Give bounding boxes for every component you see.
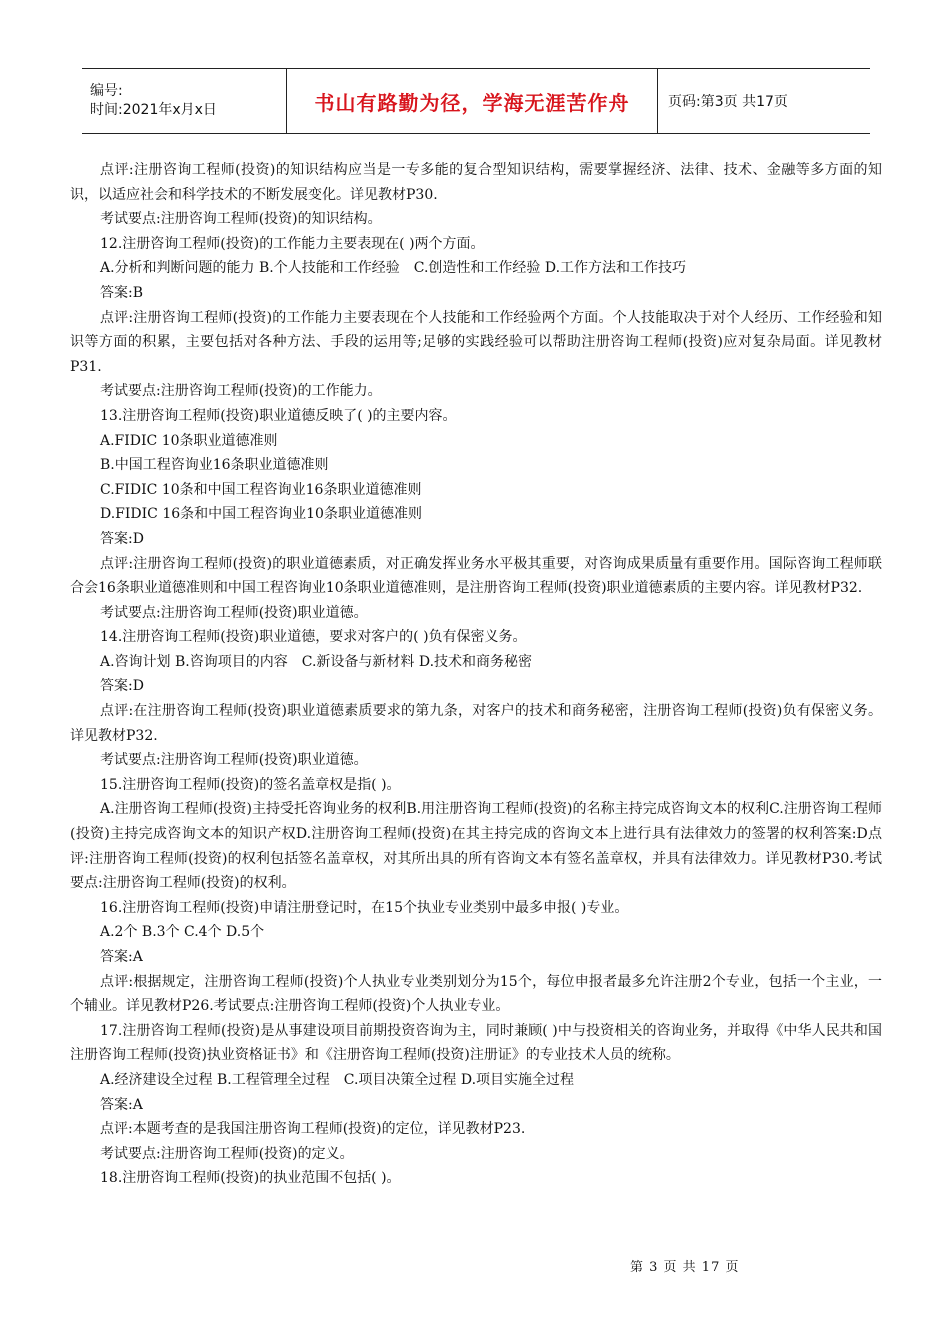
- question-option: D.FIDIC 16条和中国工程咨询业10条职业道德准则: [100, 506, 422, 523]
- question-17: 17.注册咨询工程师(投资)是从事建设项目前期投资咨询为主，同时兼顾( )中与投资相关的咨询业务，并取得《中华人民共和国注册咨询工程师(投资)执业资格证书》和《注册咨询工程师(投资)注册证》的专业技术人员的统称。: [70, 1022, 882, 1064]
- body-paragraph: 点评:根据规定，注册咨询工程师(投资)个人执业专业类别划分为15个，每位申报者最多允许注册2个专业，包括一个主业，一个辅业。详见教材P26.考试要点:注册咨询工程师(投资)个人执业专业。: [70, 973, 882, 1015]
- document-time-label: 时间:2021年x月x日: [90, 102, 217, 118]
- body-paragraph: A.注册咨询工程师(投资)主持受托咨询业务的权利B.用注册咨询工程师(投资)的名称主持完成咨询文本的权利C.注册咨询工程师(投资)主持完成咨询文本的知识产权D.注册咨询工程师(投资)在其主持完成的咨询文本上进行具有法律效力的签署的权利答案:D点评:注册咨询工程师(投资)的权利包括签名盖章权，对其所出具的所有咨询文本有签名盖章权，并具有法律效力。详见教材P30.考试要点:注册咨询工程师(投资)的权利。: [70, 801, 882, 892]
- body-paragraph: 考试要点:注册咨询工程师(投资)职业道德。: [100, 604, 368, 621]
- header-meta: [82, 69, 286, 133]
- question-options: A.2个 B.3个 C.4个 D.5个: [100, 924, 265, 941]
- question-14: 14.注册咨询工程师(投资)职业道德，要求对客户的( )负有保密义务。: [100, 629, 527, 646]
- body-paragraph: 点评:注册咨询工程师(投资)的知识结构应当是一专多能的复合型知识结构，需要掌握经济、法律、技术、金融等多方面的知识，以适应社会和科学技术的不断发展变化。详见教材P30.: [70, 162, 882, 203]
- page-header: [82, 68, 870, 134]
- body-paragraph: 点评:在注册咨询工程师(投资)职业道德素质要求的第九条，对客户的技术和商务秘密，注册咨询工程师(投资)负有保密义务。详见教材P32.: [70, 703, 882, 744]
- header-page-number: 页码:第3页 共17页: [668, 94, 788, 110]
- body-paragraph: 考试要点:注册咨询工程师(投资)的定义。: [100, 1145, 354, 1162]
- answer-line: 答案:D: [100, 530, 144, 547]
- answer-line: 答案:A: [100, 1096, 143, 1113]
- answer-line: 答案:B: [100, 284, 144, 301]
- question-option: B.中国工程咨询业16条职业道德准则: [100, 457, 329, 474]
- document-number-label: 编号:: [90, 83, 123, 99]
- body-paragraph: 点评:注册咨询工程师(投资)的工作能力主要表现在个人技能和工作经验两个方面。个人技能取决于对个人经历、工作经验和知识等方面的积累，主要包括对各种方法、手段的运用等;足够的实践经验可以帮助注册咨询工程师(投资)应对复杂局面。详见教材P31.: [70, 309, 882, 375]
- answer-line: 答案:D: [100, 678, 144, 695]
- body-paragraph: 点评:注册咨询工程师(投资)的职业道德素质，对正确发挥业务水平极其重要，对咨询成果质量有重要作用。国际咨询工程师联合会16条职业道德准则和中国工程咨询业10条职业道德准则，是注册咨询工程师(投资)职业道德素质的主要内容。详见教材P32.: [70, 555, 882, 597]
- body-paragraph: 考试要点:注册咨询工程师(投资)的工作能力。: [100, 383, 382, 400]
- question-13: 13.注册咨询工程师(投资)职业道德反映了( )的主要内容。: [100, 407, 457, 424]
- question-option: C.FIDIC 10条和中国工程咨询业16条职业道德准则: [100, 481, 422, 498]
- header-page-cell: [658, 69, 870, 133]
- body-paragraph: 考试要点:注册咨询工程师(投资)职业道德。: [100, 752, 368, 769]
- header-motto-cell: [286, 69, 658, 133]
- question-options: A.咨询计划 B.咨询项目的内容 C.新设备与新材料 D.技术和商务秘密: [100, 653, 533, 670]
- answer-line: 答案:A: [100, 949, 143, 965]
- body-paragraph: 考试要点:注册咨询工程师(投资)的知识结构。: [100, 211, 382, 228]
- question-18: 18.注册咨询工程师(投资)的执业范围不包括( )。: [100, 1170, 401, 1187]
- question-options: A.经济建设全过程 B.工程管理全过程 C.项目决策全过程 D.项目实施全过程: [100, 1071, 575, 1088]
- question-16: 16.注册咨询工程师(投资)申请注册登记时，在15个执业专业类别中最多申报( )专业。: [100, 899, 629, 916]
- motto-text: 书山有路勤为径，学海无涯苦作舟: [314, 90, 630, 115]
- question-options: A.分析和判断问题的能力 B.个人技能和工作经验 C.创造性和工作经验 D.工作方法和工作技巧: [100, 260, 687, 277]
- question-option: A.FIDIC 10条职业道德准则: [100, 432, 278, 449]
- question-12: 12.注册咨询工程师(投资)的工作能力主要表现在( )两个方面。: [100, 235, 485, 252]
- page-footer: 第 3 页 共 17 页: [630, 1260, 740, 1275]
- body-paragraph: 点评:本题考查的是我国注册咨询工程师(投资)的定位，详见教材P23.: [100, 1121, 526, 1138]
- document-body: [70, 158, 882, 1191]
- question-15: 15.注册咨询工程师(投资)的签名盖章权是指( )。: [100, 776, 401, 793]
